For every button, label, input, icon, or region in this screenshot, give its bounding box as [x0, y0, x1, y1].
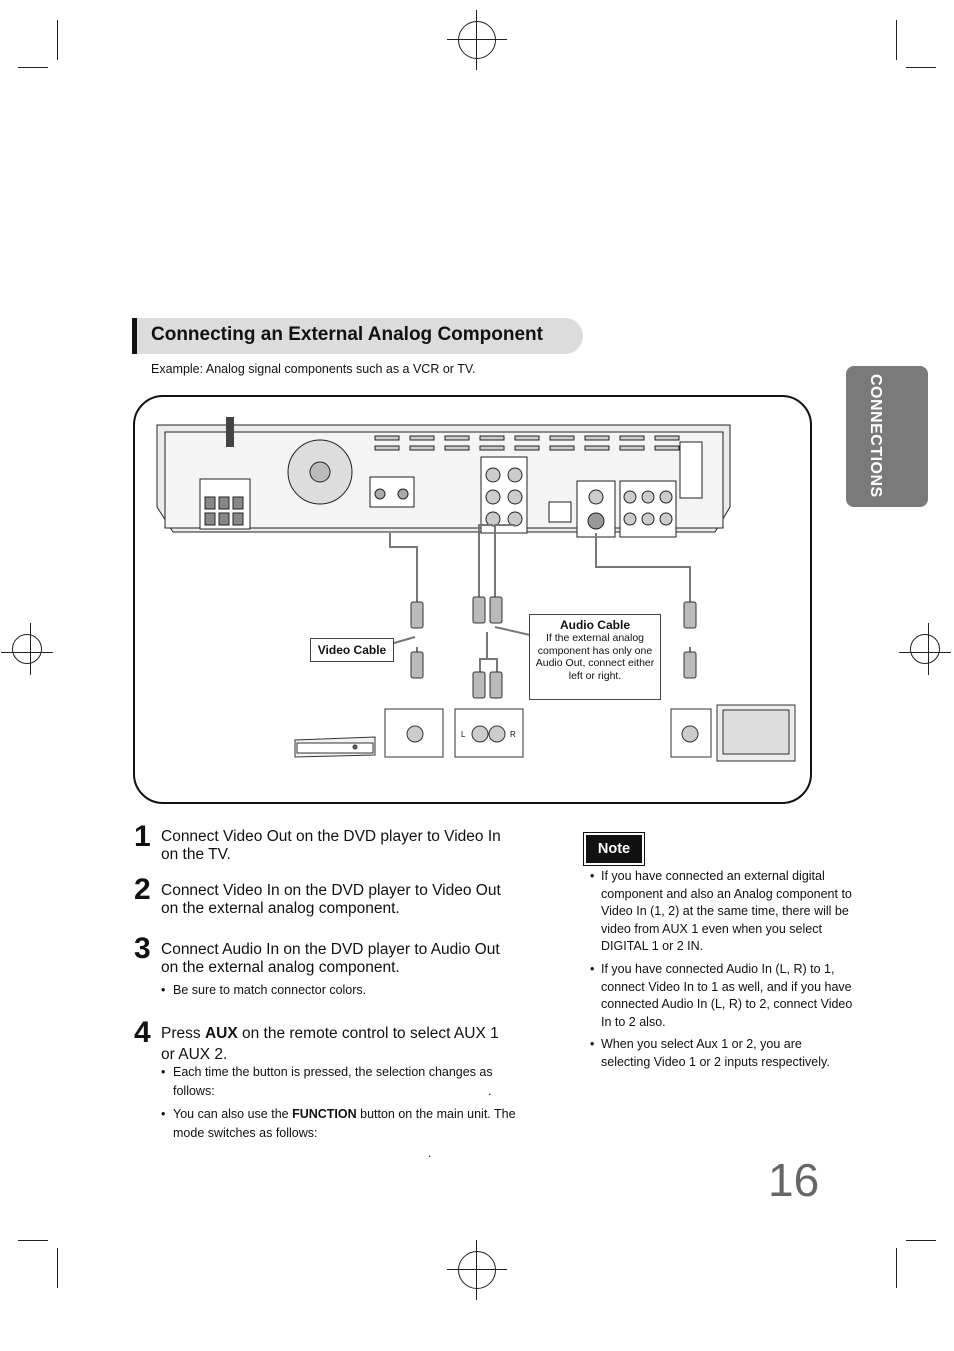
- step-3-number: 3: [134, 932, 151, 965]
- step-1-text: Connect Video Out on the DVD player to Video In on the TV.: [161, 828, 501, 863]
- crop-mark: [906, 67, 936, 68]
- step-1-number: 1: [134, 820, 151, 853]
- step-4-bullet-2-prefix: You can also use the: [173, 1107, 293, 1121]
- tv-device: [717, 705, 795, 761]
- step-4-bullet-1-text: Each time the button is pressed, the selection changes as follows:: [173, 1065, 493, 1098]
- step-4-bullet-1-end: .: [488, 1084, 492, 1098]
- step-2-number: 2: [134, 873, 151, 906]
- step-4-bullet-2: [161, 1105, 523, 1143]
- note-badge: Note: [584, 833, 644, 865]
- section-title-bar: [132, 318, 583, 354]
- connections-tab: [846, 366, 928, 507]
- registration-mark: [910, 634, 940, 664]
- section-subtitle: Example: Analog signal components such as a VCR or TV.: [151, 362, 476, 376]
- step-2-text: Connect Video In on the DVD player to Video Out on the external analog component.: [161, 882, 501, 917]
- jack-left-label: L: [461, 730, 466, 739]
- note-item-1: • If you have connected an external digital component and also an Analog component to Video In (1, 2) at the same time, there will be video from AUX 1 even when you select DIGITAL 1 or 2 IN.: [590, 868, 853, 956]
- vcr-device: [295, 737, 375, 757]
- crop-mark: [18, 67, 48, 68]
- page-number: 16: [768, 1154, 820, 1206]
- step-4-text: [161, 1023, 511, 1065]
- video-cable-label: [310, 638, 394, 662]
- step-4-bullet-1: [161, 1063, 523, 1101]
- step-3-bullet: • Be sure to match connector colors.: [161, 981, 523, 1000]
- audio-cable-title: Audio Cable: [559, 618, 630, 632]
- aux-button-name: AUX: [204, 1025, 238, 1042]
- step-4-text-suffix: on the remote control to select AUX 1 or AUX 2.: [161, 1025, 499, 1063]
- registration-mark: [458, 1251, 496, 1289]
- crop-mark: [906, 1240, 936, 1241]
- step-4-number: 4: [134, 1016, 151, 1049]
- audio-cable-label: [529, 614, 661, 700]
- crop-mark: [57, 1248, 58, 1288]
- crop-mark: [896, 1248, 897, 1288]
- registration-mark: [458, 21, 496, 59]
- video-cable-label-text: Video Cable: [317, 643, 387, 657]
- crop-mark: [18, 1240, 48, 1241]
- crop-mark: [57, 20, 58, 60]
- note-item-3: • When you select Aux 1 or 2, you are selecting Video 1 or 2 inputs respectively.: [590, 1036, 853, 1071]
- step-4-text-prefix: Press: [161, 1025, 205, 1042]
- crop-mark: [896, 20, 897, 60]
- step-4-bullet-2-end: .: [428, 1146, 432, 1160]
- connections-tab-label: CONNECTIONS: [867, 374, 884, 498]
- step-3-text: Connect Audio In on the DVD player to Audio Out on the external analog component.: [161, 941, 500, 976]
- note-item-2: • If you have connected Audio In (L, R) to 1, connect Video In to 1 as well, and if you have connected Audio In (L, R) to 2, connect Video In to 2 also.: [590, 961, 853, 1031]
- connection-diagram: [133, 395, 812, 804]
- diagram-illustration: [135, 397, 810, 802]
- registration-mark: [12, 634, 42, 664]
- audio-cable-note: If the external analog component has only one Audio Out, connect either left or right.: [535, 632, 655, 682]
- dvd-rear-panel: [157, 417, 730, 537]
- section-title: Connecting an External Analog Component: [151, 324, 543, 345]
- step-4-bullet-2-suffix: button on the main unit. The mode switches as follows:: [173, 1107, 516, 1140]
- jack-right-label: R: [510, 730, 516, 739]
- function-button-name: FUNCTION: [292, 1107, 357, 1121]
